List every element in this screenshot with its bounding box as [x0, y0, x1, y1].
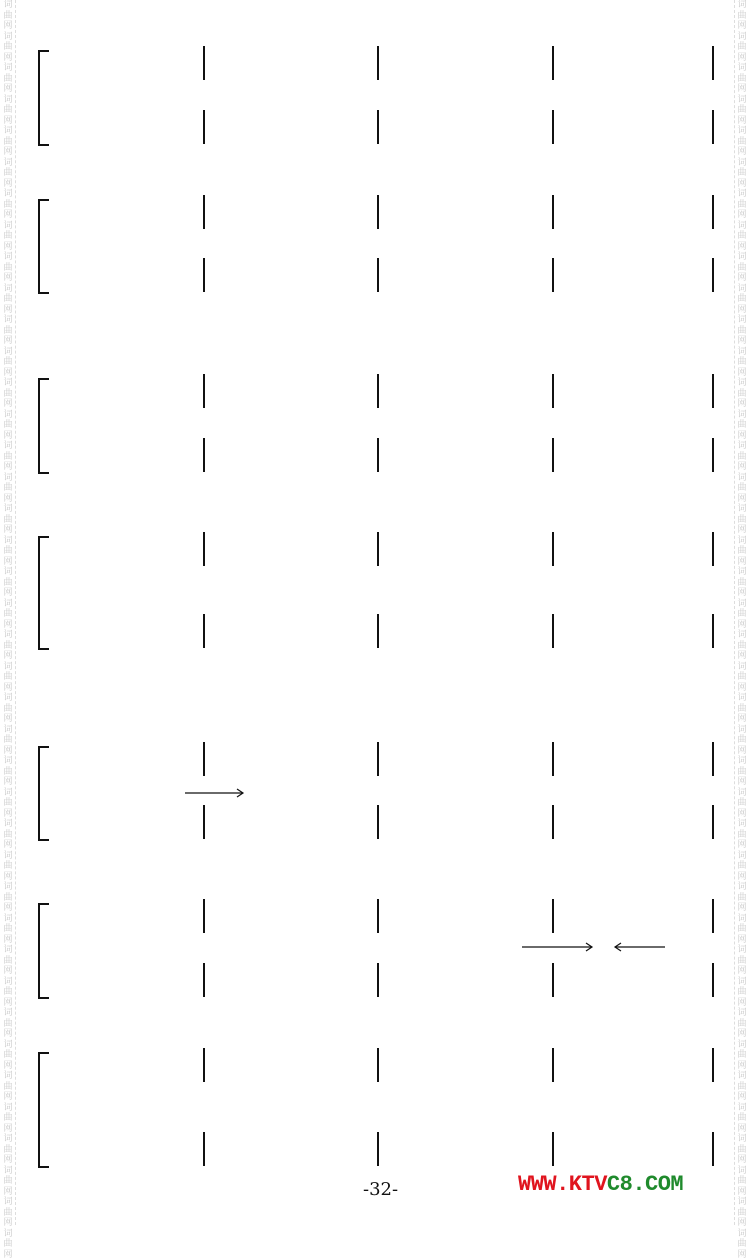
bar-line	[712, 742, 714, 776]
bar-line	[712, 195, 714, 229]
bar-line	[552, 742, 554, 776]
site-logo-part1: WWW.KTV	[518, 1172, 607, 1197]
system-brace	[38, 50, 49, 146]
bar-line	[712, 614, 714, 648]
bar-line	[203, 374, 205, 408]
bar-line	[377, 805, 379, 839]
watermark-left: 词曲网词曲网词曲网词曲网词曲网词曲网词曲网词曲网词曲网词曲网词曲网词曲网词曲网词曲网词曲网词曲网词曲网词曲网词曲网词曲网词曲网词曲网词曲网词曲网词曲网词曲网词曲网词曲网词曲网词曲网词曲网词曲网词曲网词曲网词曲网词曲网词曲网词曲网词曲网词曲网	[1, 0, 16, 1225]
bar-line	[712, 110, 714, 144]
bar-line	[377, 258, 379, 292]
bar-line	[712, 963, 714, 997]
slide-arrow-icon	[185, 787, 253, 799]
watermark-right: 词曲网词曲网词曲网词曲网词曲网词曲网词曲网词曲网词曲网词曲网词曲网词曲网词曲网词曲网词曲网词曲网词曲网词曲网词曲网词曲网词曲网词曲网词曲网词曲网词曲网词曲网词曲网词曲网词曲网词曲网词曲网词曲网词曲网词曲网词曲网词曲网词曲网词曲网词曲网词曲网	[734, 0, 749, 1225]
bar-line	[552, 195, 554, 229]
bar-line	[203, 963, 205, 997]
bar-line	[712, 1132, 714, 1166]
score-system	[0, 370, 750, 476]
system-brace	[38, 536, 49, 650]
score-system	[0, 715, 750, 843]
bar-line	[377, 963, 379, 997]
bar-line	[377, 1048, 379, 1082]
bar-line	[203, 195, 205, 229]
bar-line	[203, 438, 205, 472]
score-system	[0, 190, 750, 296]
bar-line	[552, 46, 554, 80]
bar-line	[377, 899, 379, 933]
bar-line	[203, 532, 205, 566]
page-number: -32-	[363, 1179, 399, 1200]
bar-line	[552, 963, 554, 997]
bar-line	[377, 46, 379, 80]
bar-line	[377, 195, 379, 229]
bar-line	[552, 614, 554, 648]
bar-line	[203, 805, 205, 839]
bar-line	[712, 258, 714, 292]
system-brace	[38, 1052, 49, 1168]
score-system	[0, 40, 750, 148]
bar-line	[712, 899, 714, 933]
bar-line	[552, 1132, 554, 1166]
bar-line	[552, 532, 554, 566]
bar-line	[712, 374, 714, 408]
bar-line	[552, 110, 554, 144]
bar-line	[377, 438, 379, 472]
score-system	[0, 1042, 750, 1170]
bar-line	[377, 532, 379, 566]
bar-line	[203, 46, 205, 80]
bar-line	[712, 532, 714, 566]
bar-line	[377, 110, 379, 144]
bar-line	[552, 1048, 554, 1082]
system-brace	[38, 746, 49, 841]
bar-line	[203, 258, 205, 292]
bar-line	[712, 805, 714, 839]
bar-line	[712, 46, 714, 80]
site-logo-part2: C8.COM	[606, 1172, 684, 1197]
slide-arrow-icon	[522, 941, 602, 953]
slide-arrow-icon	[605, 941, 665, 953]
system-brace	[38, 199, 49, 294]
bar-line	[552, 438, 554, 472]
bar-line	[552, 258, 554, 292]
bar-line	[203, 614, 205, 648]
bar-line	[552, 374, 554, 408]
bar-line	[552, 899, 554, 933]
bar-line	[377, 374, 379, 408]
bar-line	[377, 1132, 379, 1166]
score-system	[0, 528, 750, 652]
bar-line	[203, 1132, 205, 1166]
bar-line	[712, 438, 714, 472]
bar-line	[377, 742, 379, 776]
bar-line	[203, 1048, 205, 1082]
bar-line	[203, 899, 205, 933]
system-brace	[38, 378, 49, 474]
bar-line	[203, 742, 205, 776]
site-logo	[518, 1172, 683, 1197]
bar-line	[377, 614, 379, 648]
system-brace	[38, 903, 49, 999]
bar-line	[712, 1048, 714, 1082]
bar-line	[203, 110, 205, 144]
bar-line	[552, 805, 554, 839]
